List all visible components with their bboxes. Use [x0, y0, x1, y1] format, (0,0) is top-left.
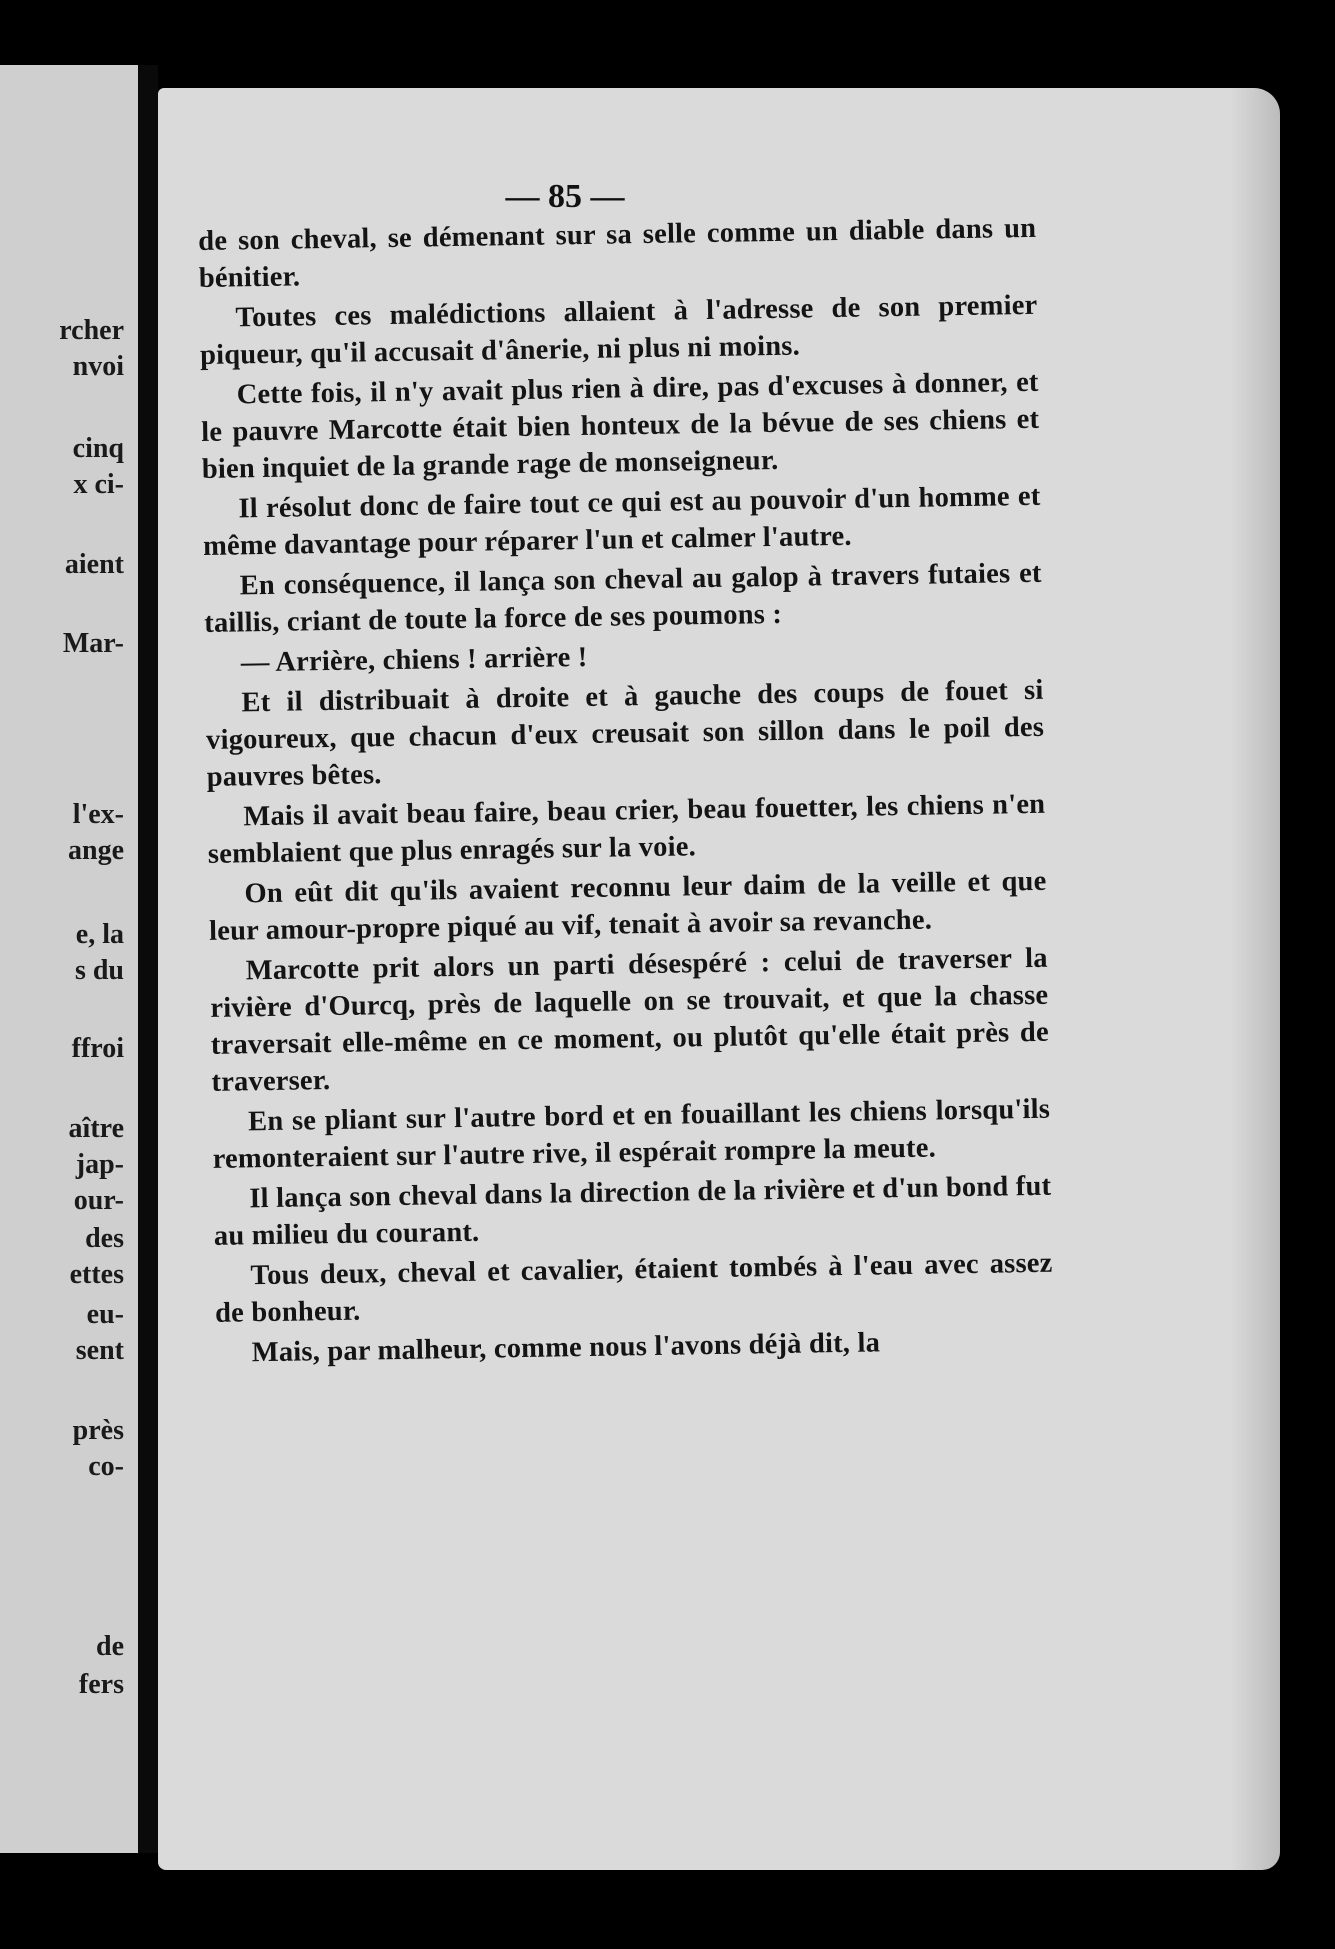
paragraph: Mais il avait beau faire, beau crier, beau fouetter, les chiens n'en semblaient que plus enragés sur la voie.	[207, 788, 1046, 870]
left-fragment: cinq	[72, 433, 124, 464]
paragraph: Mais, par malheur, comme nous l'avons déjà dit, la	[251, 1327, 881, 1369]
left-fragment: près	[72, 1415, 124, 1446]
left-fragment: Mar-	[62, 628, 124, 659]
paragraph: — Arrière, chiens ! arrière !	[240, 641, 588, 679]
left-fragment: rcher	[59, 315, 124, 346]
left-fragment: nvoi	[72, 351, 124, 382]
left-fragment: de	[96, 1631, 124, 1662]
left-fragment: our-	[73, 1185, 124, 1216]
left-fragment: l'ex-	[72, 799, 124, 830]
left-fragment: jap-	[75, 1149, 124, 1180]
left-fragment: ffroi	[71, 1033, 124, 1064]
page-number: — 85 —	[505, 178, 625, 215]
paragraph: de son cheval, se démenant sur sa selle comme un diable dans un bénitier.	[198, 212, 1037, 294]
left-fragment: ettes	[69, 1259, 124, 1290]
paragraph: On eût dit qu'ils avaient reconnu leur daim de la veille et que leur amour-propre piqué au vif, tenait à avoir sa revanche.	[208, 865, 1047, 947]
left-page	[0, 65, 138, 1853]
paragraph: Cette fois, il n'y avait plus rien à dire, pas d'excuses à donner, et le pauvre Marcotte était bien honteux de la bévue de ses chiens et bien inquiet de la grande rage de monseigneur.	[201, 366, 1040, 485]
left-fragment: s du	[74, 955, 124, 986]
paragraph: Toutes ces malédictions allaient à l'adresse de son premier piqueur, qu'il accusait d'ânerie, ni plus ni moins.	[199, 289, 1038, 371]
left-fragment: des	[85, 1223, 124, 1254]
left-fragment: co-	[88, 1451, 124, 1482]
left-fragment: aître	[68, 1113, 124, 1144]
left-fragment: sent	[75, 1335, 124, 1366]
paragraph: Il lança son cheval dans la direction de la rivière et d'un bond fut au milieu du courant.	[213, 1170, 1052, 1252]
left-page-text-fragments	[0, 65, 130, 1853]
paragraph: Tous deux, cheval et cavalier, étaient tombés à l'eau avec assez de bonheur.	[214, 1247, 1053, 1329]
paragraph: En conséquence, il lança son cheval au galop à travers futaies et taillis, criant de toute la force de ses poumons :	[204, 557, 1042, 639]
paragraph: Et il distribuait à droite et à gauche des coups de fouet si vigoureux, que chacun d'eux creusait son sillon dans le poil des pauvres bêtes.	[205, 674, 1045, 793]
paragraph: Il résolut donc de faire tout ce qui est au pouvoir d'un homme et même davantage pour réparer l'un et calmer l'autre.	[202, 480, 1041, 562]
left-fragment: e, la	[75, 919, 124, 950]
left-fragment: x ci-	[73, 469, 124, 500]
left-fragment: eu-	[86, 1299, 124, 1330]
paragraph: En se pliant sur l'autre bord et en fouaillant les chiens lorsqu'ils remonteraient sur l'autre rive, il espérait rompre la meute.	[212, 1093, 1051, 1175]
left-fragment: fers	[78, 1669, 124, 1700]
left-fragment: ange	[68, 835, 124, 866]
paragraph: Marcotte prit alors un parti désespéré : celui de traverser la rivière d'Ourcq, près de laquelle on se trouvait, et que la chasse traversait elle-même en ce moment, ou plutôt qu'elle était près de traverser.	[210, 942, 1050, 1098]
page-text-body	[198, 210, 1054, 1375]
left-fragment: aient	[64, 549, 124, 580]
book-gutter	[138, 65, 158, 1853]
